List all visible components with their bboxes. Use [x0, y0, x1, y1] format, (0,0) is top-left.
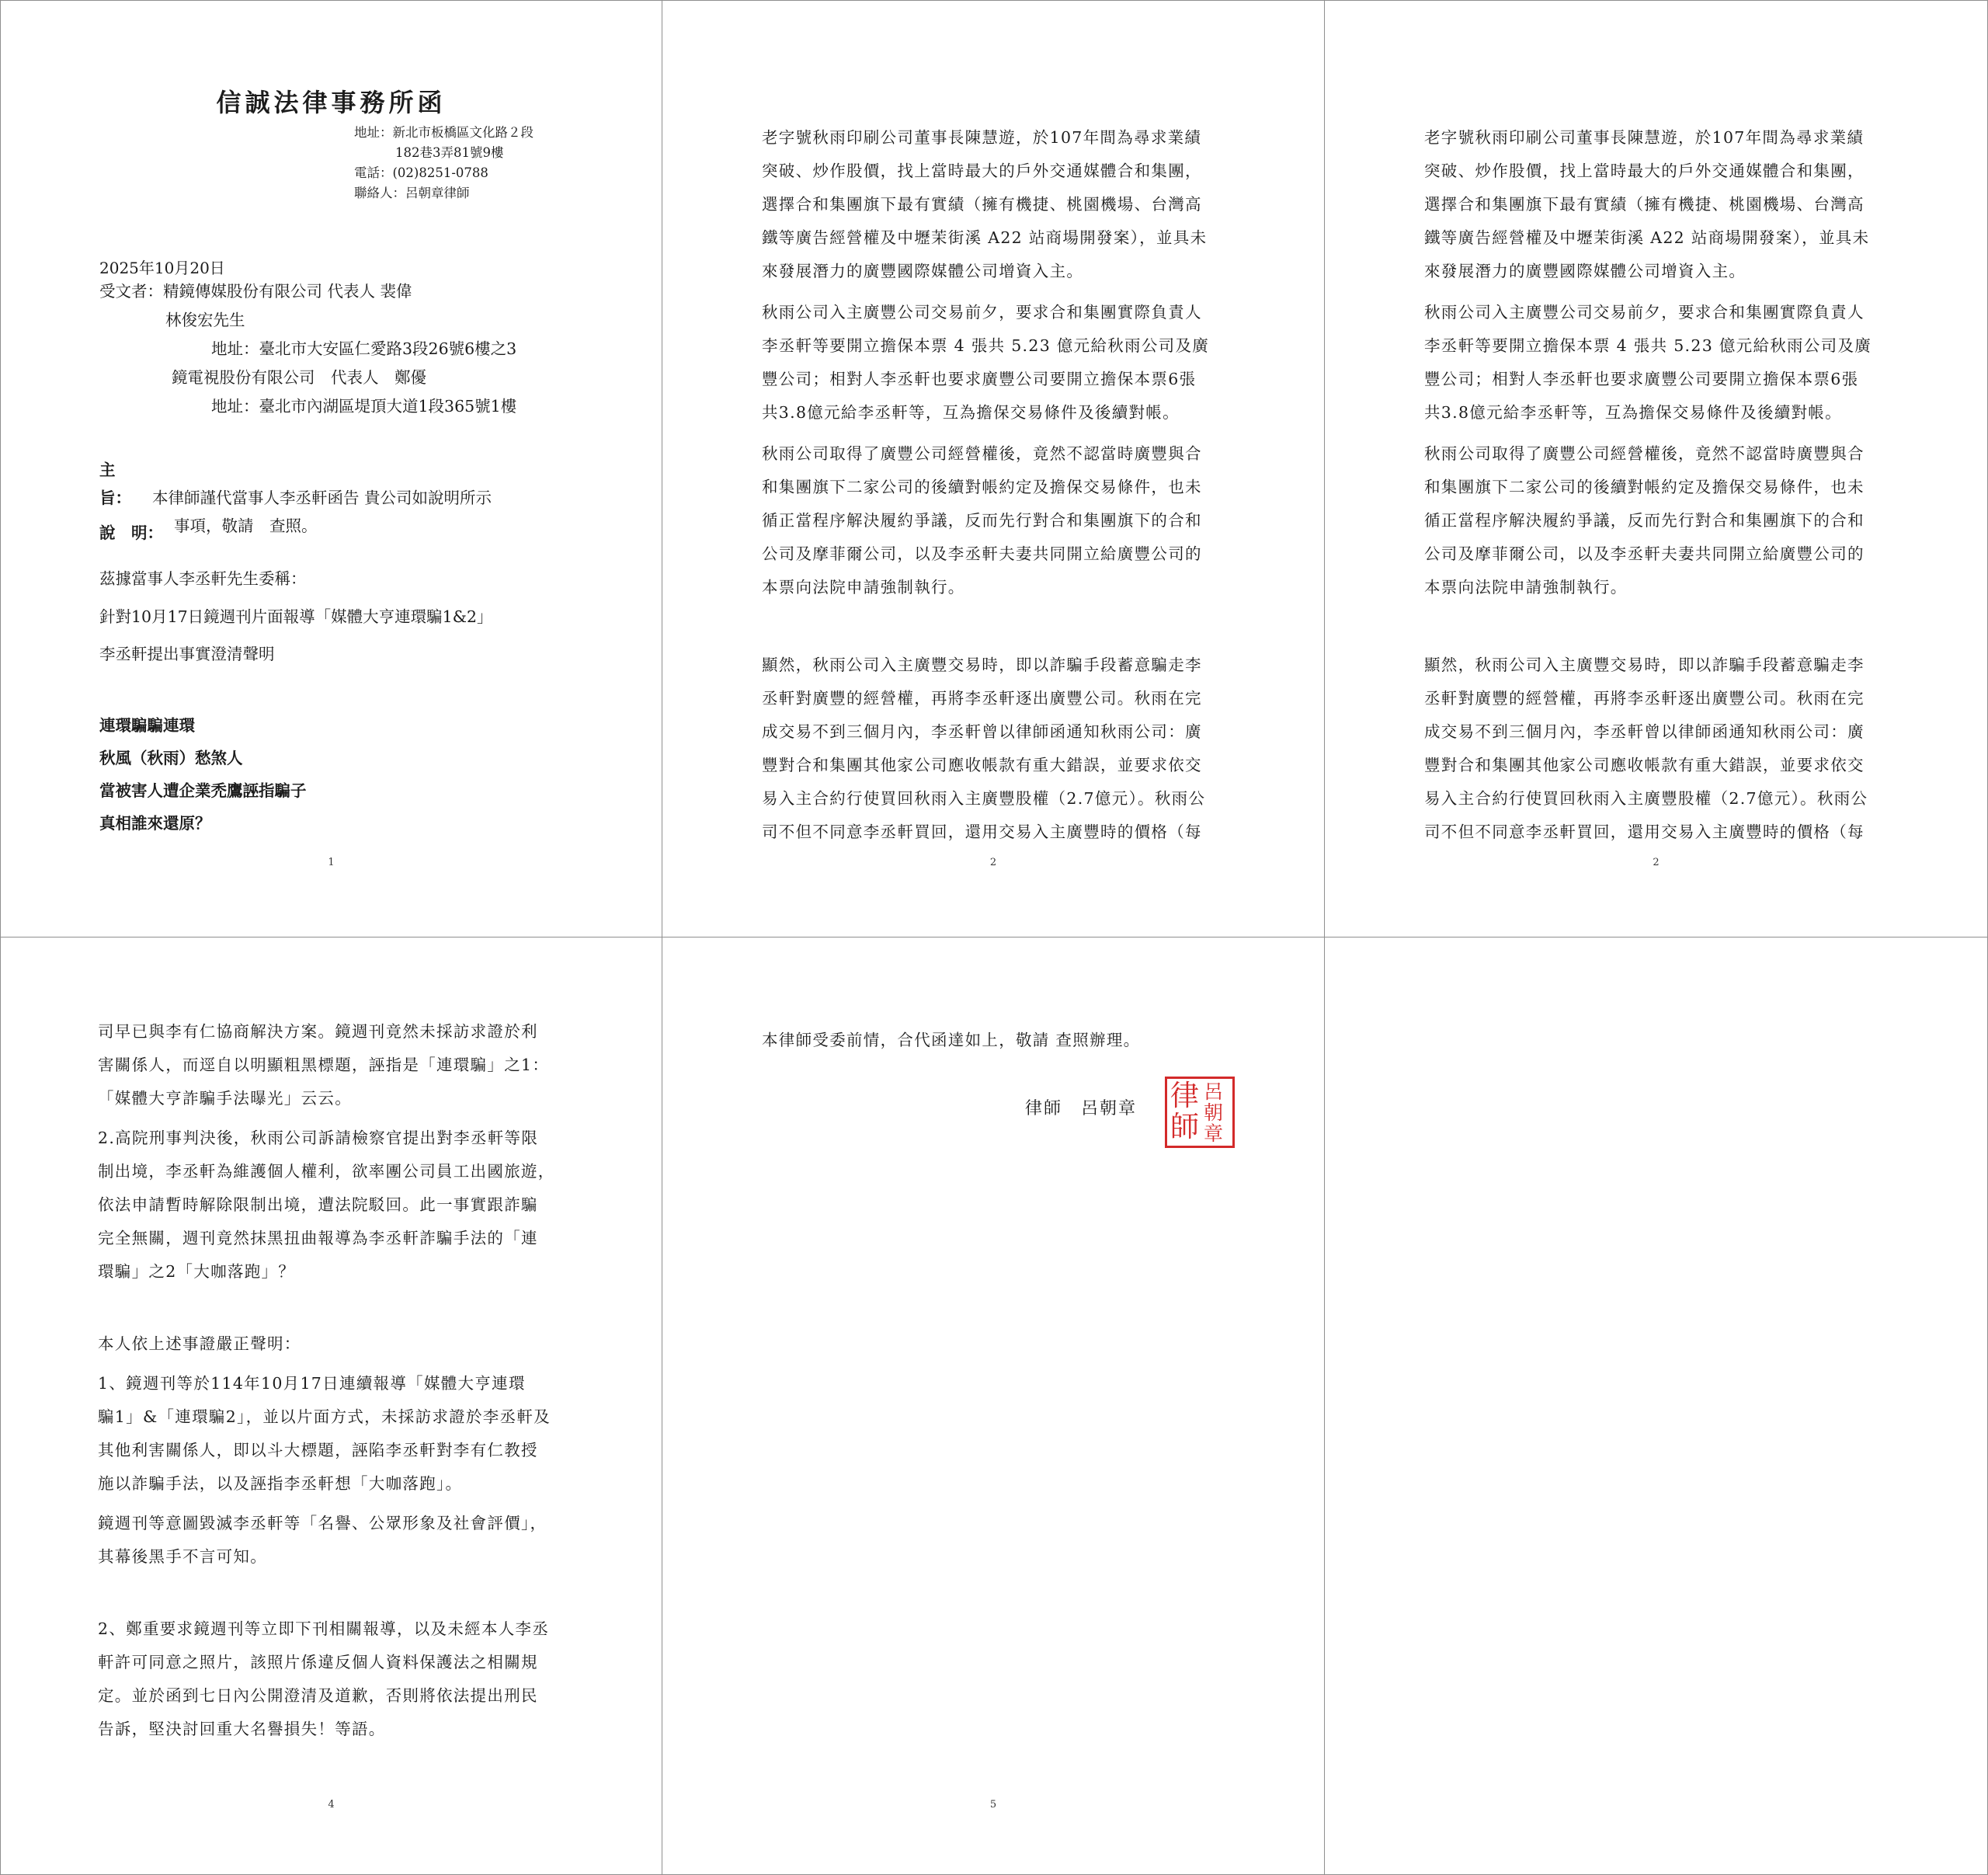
text-line: 2.高院刑事判決後，秋雨公司訴請檢察官提出對李丞軒等限	[98, 1129, 539, 1147]
recipient-address-2: 地址：臺北市內湖區堤頂大道1段365號1樓	[211, 397, 517, 416]
text-line: 告訴，堅決討回重大名譽損失！等語。	[98, 1720, 386, 1738]
paragraph	[1424, 649, 1987, 849]
explanation-label: 說 明：	[99, 524, 163, 542]
text-line: 2、鄭重要求鏡週刊等立即下刊相關報導，以及未經本人李丞	[98, 1619, 550, 1638]
headline-2: 秋風（秋雨）愁煞人	[99, 749, 243, 767]
text-line: 李丞軒等要開立擔保本票 4 張共 5.23 億元給秋雨公司及廣	[762, 336, 1210, 355]
text-line: 成交易不到三個月內，李丞軒曾以律師函通知秋雨公司：廣	[762, 722, 1202, 741]
text-line: 共3.8億元給李丞軒等，互為擔保交易條件及後續對帳。	[1424, 403, 1842, 422]
headline-block	[99, 709, 307, 840]
text-line: 秋雨公司取得了廣豐公司經營權後，竟然不認當時廣豐與合	[762, 444, 1202, 463]
page-number: 4	[328, 1799, 335, 1811]
text-line: 來發展潛力的廣豐國際媒體公司增資入主。	[1424, 262, 1746, 280]
text-line: 本票向法院申請強制執行。	[1424, 578, 1628, 597]
page-5	[662, 937, 1325, 1875]
text-line: 丞軒對廣豐的經營權，再將李丞軒逐出廣豐公司。秋雨在完	[1424, 689, 1865, 708]
explanation-line-3: 李丞軒提出事實澄清聲明	[99, 645, 275, 663]
page-4-body	[98, 1015, 662, 1752]
firm-address-line-2: 182巷3弄81號9樓	[395, 145, 504, 160]
headline-1: 連環騙騙連環	[99, 716, 195, 735]
text-line: 豐對合和集團其他家公司應收帳款有重大錯誤，並要求依交	[762, 756, 1202, 774]
text-line: 和集團旗下二家公司的後續對帳約定及擔保交易條件，也未	[1424, 478, 1865, 496]
text-line: 騙1」&「連環騙2」，並以片面方式，未採訪求證於李丞軒及	[98, 1407, 551, 1426]
text-line: 李丞軒等要開立擔保本票 4 張共 5.23 億元給秋雨公司及廣	[1424, 336, 1872, 355]
text-line: 定。並於函到七日內公開澄清及道歉，否則將依法提出刑民	[98, 1686, 538, 1705]
paragraph	[98, 1612, 662, 1746]
firm-title: 信誠法律事務所函	[216, 88, 447, 117]
paragraph	[1424, 437, 1987, 604]
text-line: 施以詐騙手法，以及誣指李丞軒想「大咖落跑」。	[98, 1474, 463, 1493]
letter-date: 2025年10月20日	[99, 259, 225, 277]
page-1	[0, 0, 662, 938]
firm-address-line-1: 地址：新北市板橋區文化路２段	[354, 125, 533, 140]
text-line: 老字號秋雨印刷公司董事長陳慧遊，於107年間為尋求業績	[762, 128, 1202, 147]
headline-4: 真相誰來還原？	[99, 814, 211, 833]
subject-line-2: 事項，敬請 查照。	[174, 517, 318, 535]
firm-phone: 電話：(02)8251-0788	[354, 165, 488, 180]
text-line: 秋雨公司入主廣豐公司交易前夕，要求合和集團實際負責人	[1424, 303, 1865, 322]
text-line: 易入主合約行使買回秋雨入主廣豐股權（2.7億元）。秋雨公	[762, 789, 1206, 808]
text-line: 司早已與李有仁協商解決方案。鏡週刊竟然未採訪求證於利	[98, 1022, 538, 1041]
recipient-line-3: 鏡電視股份有限公司 代表人 鄭優	[172, 368, 426, 387]
text-line: 丞軒對廣豐的經營權，再將李丞軒逐出廣豐公司。秋雨在完	[762, 689, 1202, 708]
text-line: 司不但不同意李丞軒買回，還用交易入主廣豐時的價格（每	[1424, 823, 1865, 841]
text-line: 本票向法院申請強制執行。	[762, 578, 965, 597]
recipient-line-1: 受文者：精鏡傳媒股份有限公司 代表人 裴偉	[99, 282, 412, 301]
text-line: 1、鏡週刊等於114年10月17日連續報導「媒體大亨連環	[98, 1374, 526, 1393]
paragraph	[762, 649, 1324, 849]
text-line: 選擇合和集團旗下最有實績（擁有機捷、桃園機場、台灣高	[1424, 195, 1865, 214]
seal-text-large: 律師	[1170, 1079, 1199, 1143]
text-line: 制出境，李丞軒為維護個人權利，欲率團公司員工出國旅遊，	[98, 1162, 555, 1181]
recipients-block	[99, 277, 516, 421]
closing-line: 本律師受委前情，合代函達如上，敬請 查照辦理。	[762, 1031, 1141, 1049]
page-number: 2	[1653, 857, 1660, 868]
text-line: 完全無關，週刊竟然抹黑扭曲報導為李丞軒詐騙手法的「連	[98, 1229, 538, 1247]
text-line: 老字號秋雨印刷公司董事長陳慧遊，於107年間為尋求業績	[1424, 128, 1865, 147]
paragraph	[98, 1327, 662, 1361]
explanation-line-1: 茲據當事人李丞軒先生委稱：	[99, 569, 307, 588]
recipient-line-2: 林俊宏先生	[165, 311, 245, 329]
page-number: 5	[989, 1799, 997, 1811]
text-line: 成交易不到三個月內，李丞軒曾以律師函通知秋雨公司：廣	[1424, 722, 1865, 741]
text-line: 秋雨公司取得了廣豐公司經營權後，竟然不認當時廣豐與合	[1424, 444, 1865, 463]
text-line: 循正當程序解決履約爭議，反而先行對合和集團旗下的合和	[762, 511, 1202, 530]
text-line: 秋雨公司入主廣豐公司交易前夕，要求合和集團實際負責人	[762, 303, 1202, 322]
page-2-body	[762, 121, 1324, 857]
text-line: 鐵等廣告經營權及中壢茉街溪 A22 站商場開發案），並具未	[762, 228, 1208, 247]
explanation-block	[99, 560, 493, 673]
text-line: 突破、炒作股價，找上當時最大的戶外交通媒體合和集團，	[1424, 162, 1865, 180]
firm-contact-person: 聯絡人：呂朝章律師	[354, 186, 470, 200]
page-3	[1324, 0, 1988, 938]
text-line: 司不但不同意李丞軒買回，還用交易入主廣豐時的價格（每	[762, 823, 1202, 841]
text-line: 本人依上述事證嚴正聲明：	[98, 1334, 301, 1353]
lawyer-seal-stamp	[1165, 1077, 1235, 1148]
text-line: 其他利害關係人，即以斗大標題，誣陷李丞軒對李有仁教授	[98, 1441, 538, 1459]
text-line: 公司及摩菲爾公司，以及李丞軒夫妻共同開立給廣豐公司的	[1424, 544, 1865, 563]
page-2	[662, 0, 1325, 938]
page-4	[0, 937, 662, 1875]
subject-label: 主 旨：	[99, 461, 131, 507]
paragraph	[98, 1507, 662, 1574]
headline-3: 當被害人遭企業禿鷹誣指騙子	[99, 781, 307, 800]
paragraph	[762, 296, 1324, 430]
subject-line-1: 本律師謹代當事人李丞軒函告 貴公司如說明所示	[152, 489, 492, 507]
text-line: 豐對合和集團其他家公司應收帳款有重大錯誤，並要求依交	[1424, 756, 1865, 774]
page-number: 2	[989, 857, 997, 868]
page-5-body	[762, 1024, 1324, 1057]
text-line: 循正當程序解決履約爭議，反而先行對合和集團旗下的合和	[1424, 511, 1865, 530]
paragraph	[762, 437, 1324, 604]
paragraph	[762, 121, 1324, 288]
page-number: 1	[328, 857, 335, 868]
text-line: 害關係人，而逕自以明顯粗黑標題，誣指是「連環騙」之1：	[98, 1056, 550, 1074]
text-line: 「媒體大亨詐騙手法曝光」云云。	[98, 1089, 352, 1108]
page-6-blank	[1324, 937, 1988, 1875]
page-3-body	[1424, 121, 1987, 857]
text-line: 選擇合和集團旗下最有實績（擁有機捷、桃園機場、台灣高	[762, 195, 1202, 214]
text-line: 顯然，秋雨公司入主廣豐交易時，即以詐騙手段蓄意騙走李	[1424, 656, 1865, 674]
text-line: 鐵等廣告經營權及中壢茉街溪 A22 站商場開發案），並具未	[1424, 228, 1870, 247]
text-line: 共3.8億元給李丞軒等，互為擔保交易條件及後續對帳。	[762, 403, 1180, 422]
text-line: 突破、炒作股價，找上當時最大的戶外交通媒體合和集團，	[762, 162, 1202, 180]
text-line: 易入主合約行使買回秋雨入主廣豐股權（2.7億元）。秋雨公	[1424, 789, 1868, 808]
text-line: 環騙」之2「大咖落跑」？	[98, 1262, 296, 1281]
text-line: 依法申請暫時解除限制出境，遭法院駁回。此一事實跟詐騙	[98, 1195, 538, 1214]
text-line: 顯然，秋雨公司入主廣豐交易時，即以詐騙手段蓄意騙走李	[762, 656, 1202, 674]
text-line: 公司及摩菲爾公司，以及李丞軒夫妻共同開立給廣豐公司的	[762, 544, 1202, 563]
text-line: 豐公司；相對人李丞軒也要求廣豐公司要開立擔保本票6張	[1424, 370, 1859, 388]
firm-contact-block	[354, 123, 533, 204]
text-line: 豐公司；相對人李丞軒也要求廣豐公司要開立擔保本票6張	[762, 370, 1197, 388]
text-line: 其幕後黑手不言可知。	[98, 1547, 267, 1566]
paragraph	[98, 1367, 662, 1501]
text-line: 來發展潛力的廣豐國際媒體公司增資入主。	[762, 262, 1084, 280]
text-line: 和集團旗下二家公司的後續對帳約定及擔保交易條件，也未	[762, 478, 1202, 496]
seal-text-small: 呂朝章	[1204, 1080, 1224, 1145]
paragraph	[1424, 121, 1987, 288]
recipient-address-1: 地址：臺北市大安區仁愛路3段26號6樓之3	[211, 339, 517, 358]
explanation-line-2: 針對10月17日鏡週刊片面報導「媒體大亨連環騙1&2」	[99, 607, 493, 626]
lawyer-signature: 律師 呂朝章	[1025, 1099, 1138, 1118]
text-line: 鏡週刊等意圖毀滅李丞軒等「名譽、公眾形象及社會評價」，	[98, 1514, 547, 1532]
paragraph	[98, 1015, 662, 1115]
paragraph	[98, 1122, 662, 1289]
paragraph	[1424, 296, 1987, 430]
text-line: 軒許可同意之照片，該照片係違反個人資料保護法之相關規	[98, 1653, 538, 1671]
